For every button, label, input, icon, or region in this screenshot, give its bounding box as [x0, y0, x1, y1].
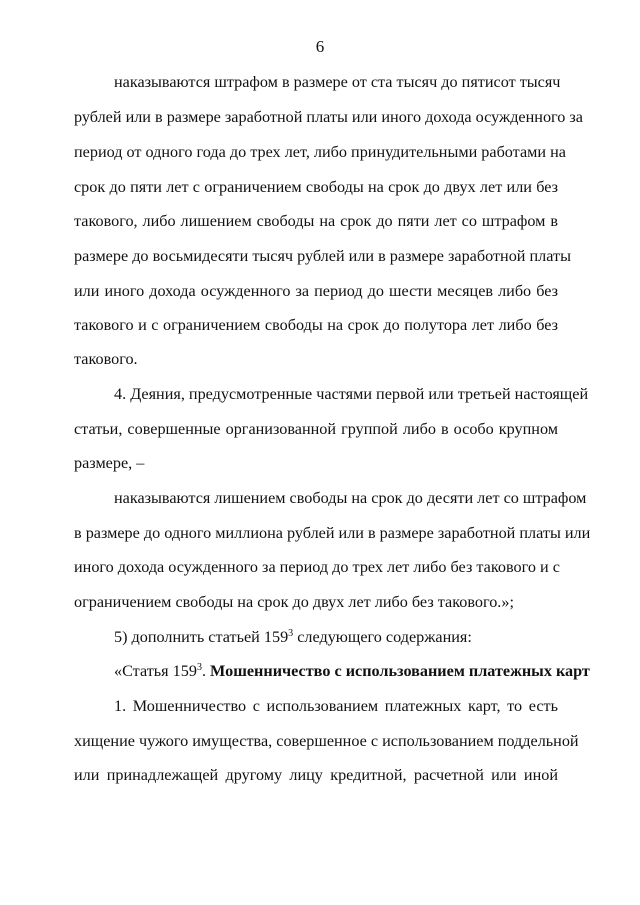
paragraph-line: или принадлежащей другому лицу кредитной, расчетной или иной — [74, 766, 558, 784]
article-heading-dot: . — [201, 662, 211, 680]
paragraph-line: в размере до одного миллиона рублей или в размере заработной платы или — [74, 524, 591, 542]
paragraph-line: или иного дохода осужденного за период до шести месяцев либо без — [74, 282, 558, 300]
paragraph-line: ограничением свободы на срок до двух лет либо без такового.»; — [74, 593, 514, 611]
item5-suffix: следующего содержания: — [293, 628, 472, 646]
paragraph-line: 1. Мошенничество с использованием платежных карт, то есть — [114, 697, 558, 715]
superscript: 3 — [196, 662, 202, 673]
paragraph-line: размере до восьмидесяти тысяч рублей или в размере заработной платы — [74, 247, 571, 265]
superscript: 3 — [288, 628, 294, 639]
article-heading-prefix: «Статья 159 — [114, 662, 197, 680]
paragraph-line: рублей или в размере заработной платы или иного дохода осужденного за — [74, 108, 583, 126]
paragraph-line: размере, – — [74, 454, 145, 472]
item5-prefix: 5) дополнить статьей 159 — [114, 628, 289, 646]
paragraph-line: статьи, совершенные организованной группой либо в особо крупном — [74, 420, 558, 438]
paragraph-line: хищение чужого имущества, совершенное с использованием поддельной — [74, 732, 579, 750]
paragraph-line: такового. — [74, 350, 138, 368]
paragraph-line: такового, либо лишением свободы на срок до пяти лет со штрафом в — [74, 212, 558, 230]
paragraph-line: наказываются лишением свободы на срок до десяти лет со штрафом — [114, 489, 587, 507]
article-heading — [114, 661, 590, 681]
paragraph-line: наказываются штрафом в размере от ста тысяч до пятисот тысяч — [114, 73, 561, 91]
amendment-item-5 — [114, 627, 558, 647]
paragraph-line: срок до пяти лет с ограничением свободы на срок до двух лет или без — [74, 178, 558, 196]
paragraph-line: такового и с ограничением свободы на срок до полутора лет либо без — [74, 316, 558, 334]
paragraph-line: 4. Деяния, предусмотренные частями первой или третьей настоящей — [114, 385, 589, 403]
page-number: 6 — [315, 37, 325, 56]
paragraph-line: период от одного года до трех лет, либо принудительными работами на — [74, 143, 566, 161]
article-title: Мошенничество с использованием платежных карт — [210, 662, 590, 680]
paragraph-line: иного дохода осужденного за период до трех лет либо без такового и с — [74, 558, 560, 576]
